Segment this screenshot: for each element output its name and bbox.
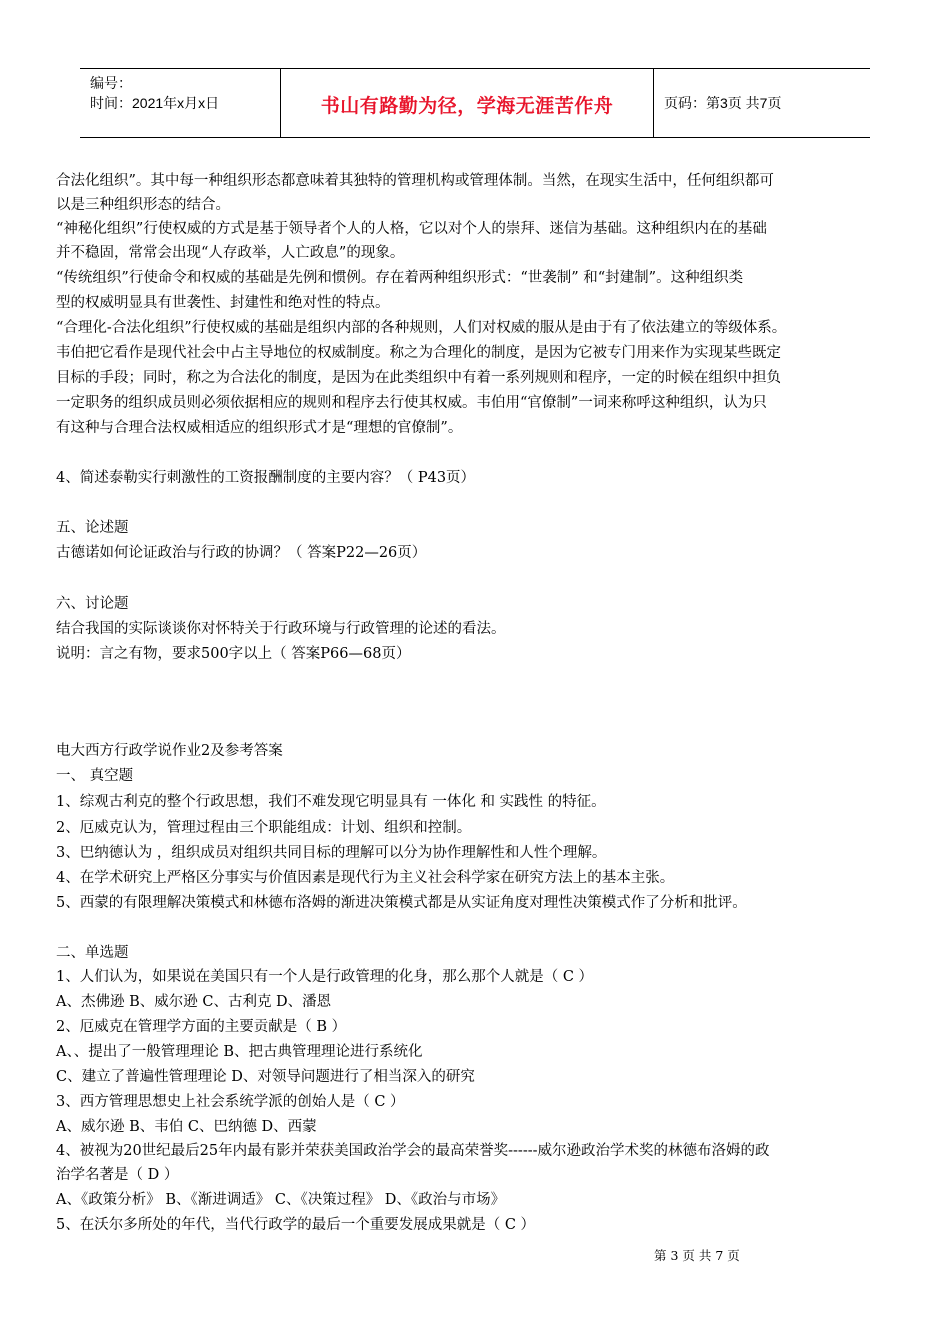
question-heading: 4、简述泰勒实行刺激性的工资报酬制度的主要内容？（ P43页） <box>56 470 476 486</box>
answer-options: C、建立了普遍性管理理论 D、对领导问题进行了相当深入的研究 <box>56 1069 475 1085</box>
body-line: 说明：言之有物，要求500字以上（ 答案P66—68页） <box>56 646 411 662</box>
page-header <box>80 68 870 138</box>
body-line: 1、综观古利克的整个行政思想，我们不难发现它明显具有 一体化 和 实践性 的特征。 <box>56 794 606 810</box>
body-line: 并不稳固，常常会出现“人存政举，人亡政息”的现象。 <box>56 245 405 261</box>
body-line: “传统组织”行使命令和权威的基础是先例和惯例。存在着两种组织形式：“世袭制” 和“封建制”。这种组织类 <box>56 270 744 286</box>
body-line: “神秘化组织”行使权威的方式是基于领导者个人的人格，它以对个人的崇拜、迷信为基础。这种组织内在的基础 <box>56 221 767 237</box>
document-subtitle: 电大西方行政学说作业2及参考答案 <box>56 743 283 759</box>
body-line: 结合我国的实际谈谈你对怀特关于行政环境与行政管理的论述的看法。 <box>56 621 506 637</box>
body-line: “合理化-合法化组织”行使权威的基础是组织内部的各种规则，人们对权威的服从是由于有了依法建立的等级体系。 <box>56 320 787 336</box>
body-line: 合法化组织”。其中每一种组织形态都意味着其独特的管理机构或管理体制。当然，在现实生活中，任何组织都可 <box>56 173 774 189</box>
body-line: 3、巴纳德认为 ，组织成员对组织共同目标的理解可以分为协作理解性和人性个理解。 <box>56 845 607 861</box>
body-line: 4、在学术研究上严格区分事实与价值因素是现代行为主义社会科学家在研究方法上的基本主张。 <box>56 870 675 886</box>
time-label: 时间：2021年x月x日 <box>90 95 220 111</box>
answer-options: A、、提出了一般管理理论 B、把古典管理理论进行系统化 <box>56 1044 423 1060</box>
section-heading: 六、讨论题 <box>56 596 129 612</box>
answer-options: A、《政策分析》 B、《渐进调适》 C、《决策过程》 D、《政治与市场》 <box>56 1192 506 1208</box>
header-page-label: 页码：第3页 共7页 <box>664 95 782 111</box>
body-line: 治学名著是（ D ） <box>56 1167 179 1183</box>
header-center-cell <box>281 69 654 137</box>
body-line: 3、西方管理思想史上社会系统学派的创始人是（ C ） <box>56 1094 405 1110</box>
section-heading: 一、 真空题 <box>56 768 134 784</box>
page-footer: 第 3 页 共 7 页 <box>654 1248 740 1263</box>
body-line: 2、厄威克在管理学方面的主要贡献是（ B ） <box>56 1019 347 1035</box>
header-right-cell <box>654 69 870 137</box>
section-heading: 五、论述题 <box>56 520 129 536</box>
body-line: 1、人们认为，如果说在美国只有一个人是行政管理的化身，那么那个人就是（ C ） <box>56 969 594 985</box>
body-line: 有这种与合理合法权威相适应的组织形式才是“理想的官僚制”。 <box>56 420 463 436</box>
header-left-cell <box>80 69 281 137</box>
body-line: 型的权威明显具有世袭性、封建性和绝对性的特点。 <box>56 295 390 311</box>
body-line: 一定职务的组织成员则必须依据相应的规则和程序去行使其权威。韦伯用“官僚制”一词来称呼这种组织，认为只 <box>56 395 767 411</box>
body-line: 古德诺如何论证政治与行政的协调？（ 答案P22—26页） <box>56 545 427 561</box>
body-line: 4、被视为20世纪最后25年内最有影并荣获美国政治学会的最高荣誉奖------威尔逊政治学术奖的林德布洛姆的政 <box>56 1143 770 1159</box>
body-line: 2、厄威克认为，管理过程由三个职能组成：计划、组织和控制。 <box>56 820 472 836</box>
header-motto: 书山有路勤为径，学海无涯苦作舟 <box>320 95 614 117</box>
answer-options: A、威尔逊 B、韦伯 C、巴纳德 D、西蒙 <box>56 1119 317 1135</box>
answer-options: A、杰佛逊 B、威尔逊 C、古利克 D、潘恩 <box>56 994 332 1010</box>
section-heading: 二、单选题 <box>56 945 129 961</box>
body-line: 以是三种组织形态的结合。 <box>56 197 230 213</box>
number-label: 编号： <box>90 75 132 91</box>
body-line: 目标的手段；同时，称之为合法化的制度，是因为在此类组织中有着一系列规则和程序，一定的时候在组织中担负 <box>56 370 781 386</box>
body-line: 5、西蒙的有限理解决策模式和林德布洛姆的渐进决策模式都是从实证角度对理性决策模式作了分析和批评。 <box>56 895 747 911</box>
body-line: 韦伯把它看作是现代社会中占主导地位的权威制度。称之为合理化的制度，是因为它被专门用来作为实现某些既定 <box>56 345 781 361</box>
body-line: 5、在沃尔多所处的年代，当代行政学的最后一个重要发展成果就是（ C ） <box>56 1217 536 1233</box>
